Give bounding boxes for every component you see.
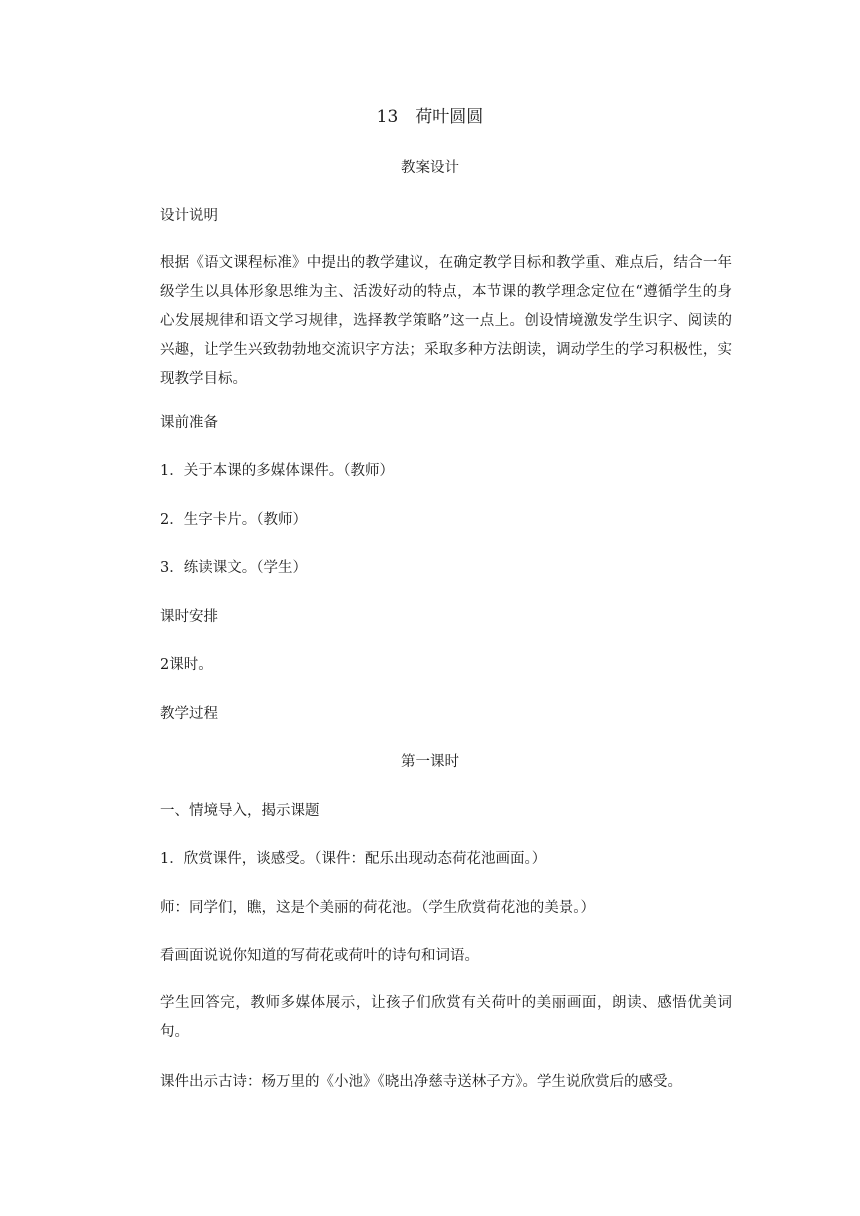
document-subtitle: 教案设计 <box>401 160 459 176</box>
design-heading: 设计说明 <box>160 208 218 224</box>
poem-text: 课件出示古诗：杨万里的《小池》《晓出净慈寺送林子方》。学生说欣赏后的感受。 <box>160 1074 682 1090</box>
step-text: 1．欣赏课件，谈感受。（课件：配乐出现动态荷花池画面。） <box>160 851 547 867</box>
process-heading: 教学过程 <box>160 706 218 722</box>
answer-paragraph <box>160 989 732 1047</box>
schedule-value: 2课时。 <box>160 657 213 673</box>
schedule-heading: 课时安排 <box>160 609 218 625</box>
prep-heading: 课前准备 <box>160 415 218 431</box>
body-text: 看画面说说你知道的写荷花或荷叶的诗句和词语。 <box>160 948 479 964</box>
prep-item: 2．生字卡片。（教师） <box>160 512 307 528</box>
prep-item: 1．关于本课的多媒体课件。（教师） <box>160 463 394 479</box>
prep-item: 3．练读课文。（学生） <box>160 560 307 576</box>
answer-text: 学生回答完，教师多媒体展示，让孩子们欣赏有关荷叶的美丽画面，朗读、感悟优美词句。 <box>160 995 732 1040</box>
design-body-text: 根据《语文课程标准》中提出的教学建议，在确定教学目标和教学重、难点后，结合一年级学生以具体形象思维为主、活泼好动的特点，本节课的教学理念定位在“遵循学生的身心发展规律和语文学习规律，选择教学策略”这一点上。创设情境激发学生识字、阅读的兴趣，让学生兴致勃勃地交流识字方法；采取多种方法朗读，调动学生的学习积极性，实现教学目标。 <box>160 255 732 387</box>
design-paragraph <box>160 249 732 394</box>
teacher-line: 师：同学们，瞧，这是个美丽的荷花池。（学生欣赏荷花池的美景。） <box>160 900 595 916</box>
section-heading: 一、情境导入，揭示课题 <box>160 803 320 819</box>
document-title: 13 荷叶圆圆 <box>376 107 484 127</box>
lesson-heading: 第一课时 <box>401 754 459 770</box>
